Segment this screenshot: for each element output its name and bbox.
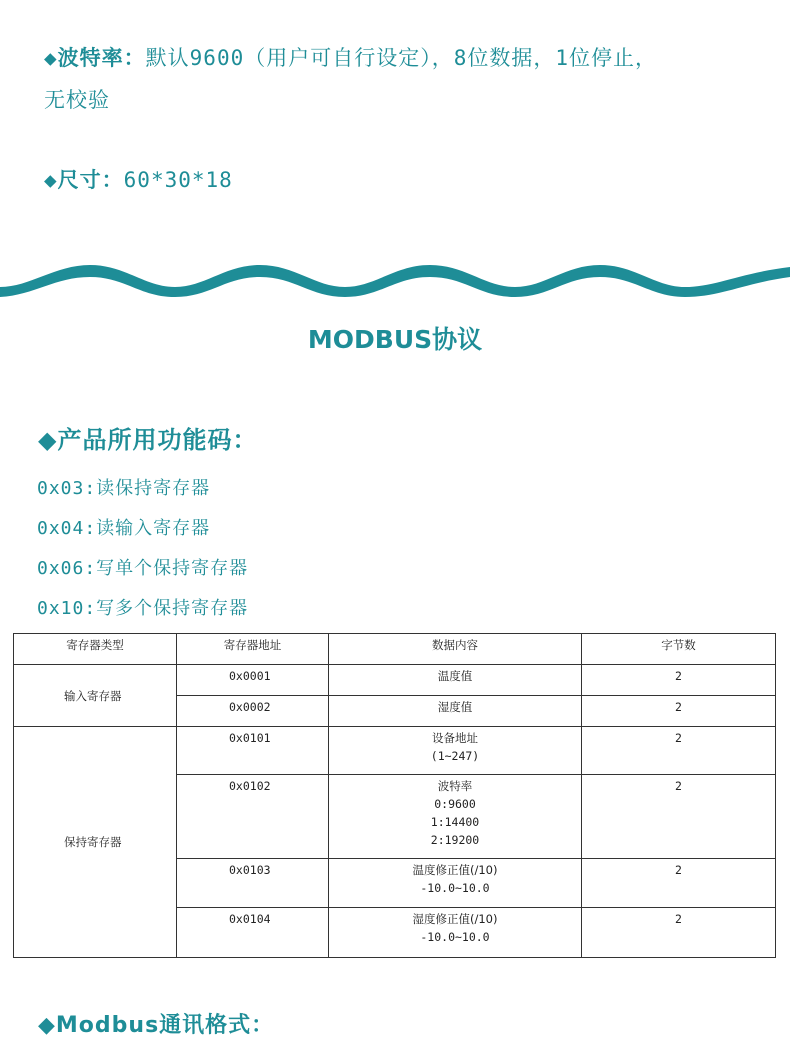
baud-rate-value: 默认9600（用户可自行设定），8位数据，1位停止， xyxy=(145,46,658,70)
content-line: 波特率 xyxy=(437,779,473,793)
baud-rate-value-cont: 无校验 xyxy=(44,88,110,112)
group-holding-registers: 保持寄存器 xyxy=(14,727,177,958)
content-line: -10.0~10.0 xyxy=(420,881,490,895)
content-line: 设备地址 xyxy=(432,731,478,745)
byte-count: 2 xyxy=(582,727,776,775)
data-content xyxy=(329,859,582,908)
register-address: 0x0103 xyxy=(177,859,329,908)
header-register-type: 寄存器类型 xyxy=(14,634,177,665)
function-codes-heading: ◆产品所用功能码： xyxy=(38,426,258,454)
content-line: 1:14400 xyxy=(430,815,480,829)
register-address: 0x0101 xyxy=(177,727,329,775)
baud-rate-spec xyxy=(44,42,657,72)
data-content xyxy=(329,908,582,958)
content-line: 温度值 xyxy=(437,669,473,683)
size-value: 60*30*18 xyxy=(123,168,233,192)
baud-rate-label: 波特率： xyxy=(57,46,146,70)
register-address: 0x0102 xyxy=(177,775,329,859)
header-data-content: 数据内容 xyxy=(329,634,582,665)
content-line: 0:9600 xyxy=(434,797,476,811)
wave-band xyxy=(0,265,790,297)
content-line: -10.0~10.0 xyxy=(420,930,490,944)
data-content xyxy=(329,665,582,696)
table-row xyxy=(14,665,776,696)
size-spec xyxy=(44,164,233,194)
data-content xyxy=(329,727,582,775)
content-line: 2:19200 xyxy=(430,833,480,847)
table-header-row xyxy=(14,634,776,665)
register-table xyxy=(13,633,776,958)
diamond-bullet-icon: ◆ xyxy=(44,168,58,192)
wave-divider xyxy=(0,255,790,305)
modbus-format-heading: ◆Modbus通讯格式： xyxy=(38,1013,275,1038)
table-row xyxy=(14,727,776,775)
byte-count: 2 xyxy=(582,775,776,859)
size-label: 尺寸： xyxy=(57,168,124,192)
register-address: 0x0001 xyxy=(177,665,329,696)
byte-count: 2 xyxy=(582,696,776,727)
content-line: 湿度修正值(/10) xyxy=(412,912,498,926)
function-code-item: 0x10:写多个保持寄存器 xyxy=(37,598,249,619)
byte-count: 2 xyxy=(582,665,776,696)
register-address: 0x0104 xyxy=(177,908,329,958)
byte-count: 2 xyxy=(582,908,776,958)
group-input-registers: 输入寄存器 xyxy=(14,665,177,727)
content-line: 温度修正值(/10) xyxy=(412,863,498,877)
function-code-item: 0x04:读输入寄存器 xyxy=(37,518,211,539)
content-line: 湿度值 xyxy=(437,700,473,714)
register-address: 0x0002 xyxy=(177,696,329,727)
data-content xyxy=(329,775,582,859)
diamond-bullet-icon: ◆ xyxy=(44,46,58,70)
section-title: MODBUS协议 xyxy=(307,325,483,354)
baud-rate-spec-cont xyxy=(44,84,110,114)
data-content xyxy=(329,696,582,727)
byte-count: 2 xyxy=(582,859,776,908)
content-line: (1~247) xyxy=(430,749,480,763)
header-byte-count: 字节数 xyxy=(582,634,776,665)
function-code-item: 0x06:写单个保持寄存器 xyxy=(37,558,249,579)
header-register-address: 寄存器地址 xyxy=(177,634,329,665)
function-code-item: 0x03:读保持寄存器 xyxy=(37,478,211,499)
